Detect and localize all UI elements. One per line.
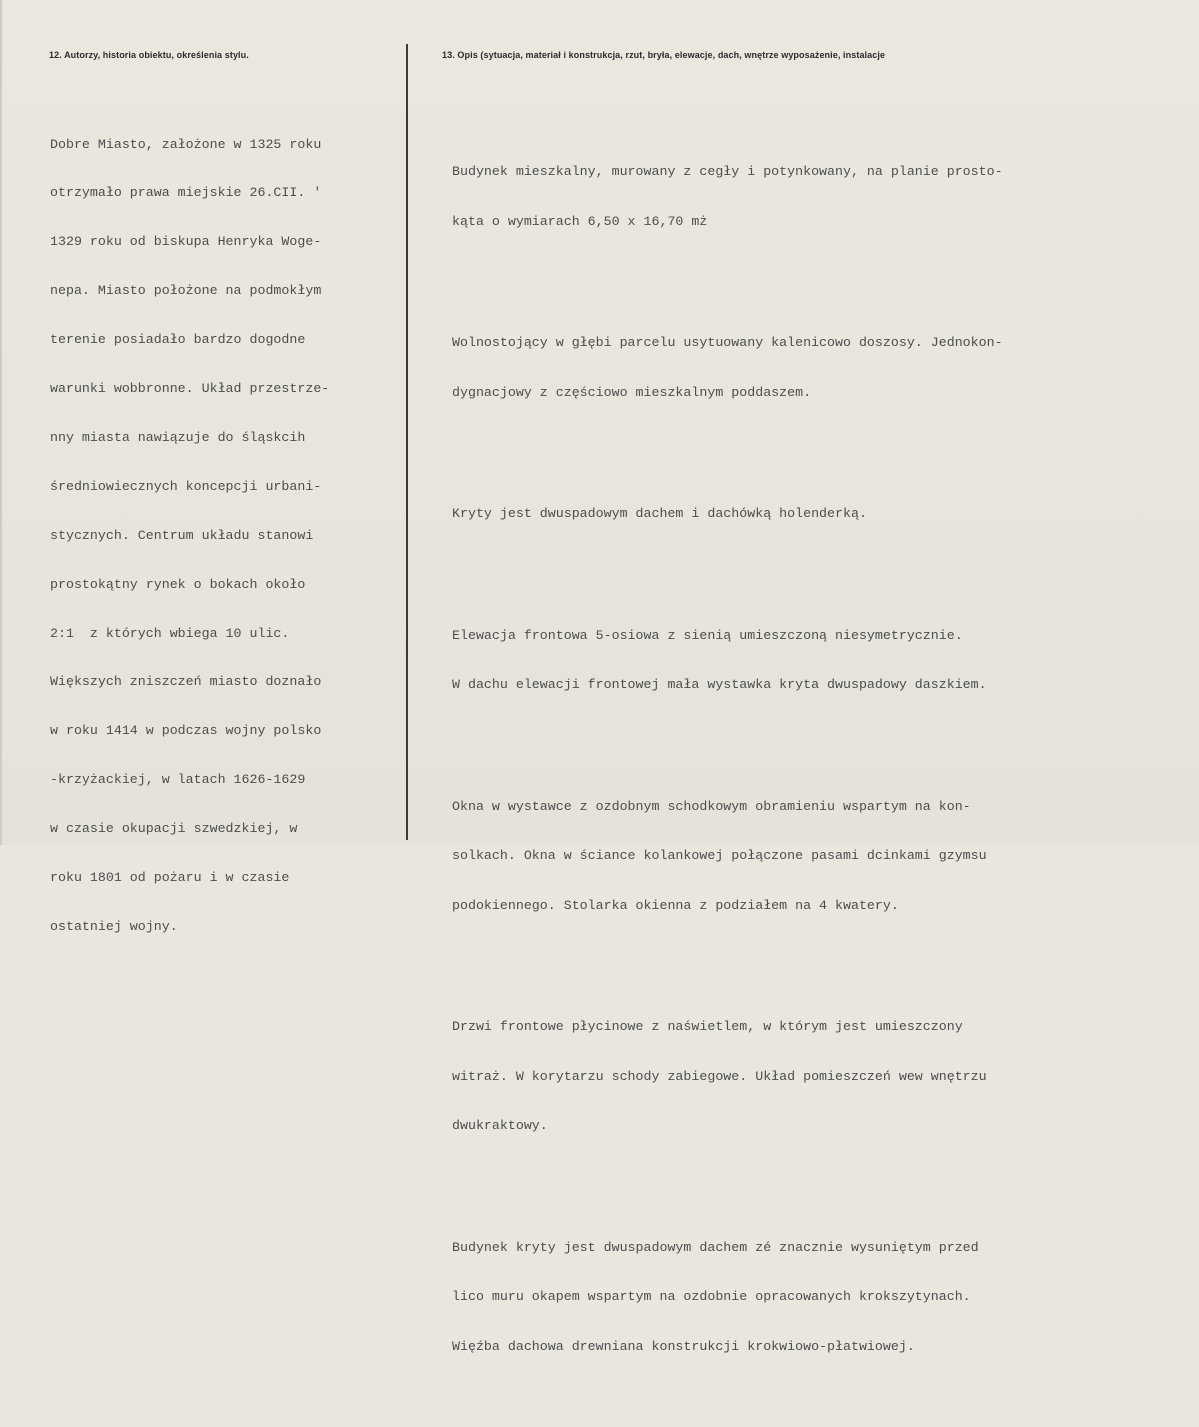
history-line: prostokątny rynek o bokach około (50, 576, 306, 592)
description-paragraph (452, 766, 1003, 948)
history-line: w roku 1414 w podczas wojny polsko (50, 723, 322, 739)
history-line: w czasie okupacji szwedzkiej, w (50, 821, 298, 837)
description-line: lico muru okapem wspartym na ozdobnie opracowanych krokszytynach. (452, 1289, 971, 1304)
description-text (452, 101, 1003, 1427)
description-line: kąta o wymiarach 6,50 x 16,70 mż (452, 213, 708, 229)
column-divider (406, 44, 408, 840)
description-line: W dachu elewacji frontowej mała wystawka kryta dwuspadowy daszkiem. (452, 677, 987, 692)
description-line: Kryty jest dwuspadowym dachem i dachówką holenderką. (452, 506, 867, 521)
history-line: 2:1 z których wbiega 10 ulic. (50, 625, 290, 641)
history-line: ostatniej wojny. (50, 918, 178, 934)
description-paragraph (452, 302, 1003, 434)
description-line: solkach. Okna w ściance kolankowej połączone pasami dcinkami gzymsu (452, 848, 987, 863)
history-line: średniowiecznych koncepcji urbani- (50, 478, 322, 494)
history-line: Dobre Miasto, założone w 1325 roku (50, 136, 322, 152)
description-paragraph (452, 1207, 1003, 1389)
history-line: -krzyżackiej, w latach 1626-1629 (50, 772, 306, 788)
description-line: witraż. W korytarzu schody zabiegowe. Układ pomieszczeń wew wnętrzu (452, 1068, 987, 1084)
description-line: Elewacja frontowa 5-osiowa z sienią umieszczoną niesymetrycznie. (452, 627, 963, 643)
history-line: otrzymało prawa miejskie 26.CII. ' (50, 185, 322, 201)
description-line: dwukraktowy. (452, 1118, 548, 1133)
section-13-header: 13. Opis (sytuacja, materiał i konstrukcja, rzut, bryła, elewacje, dach, wnętrze wyposażenie, instalacje (442, 50, 886, 60)
description-line: Drzwi frontowe płycinowe z naświetlem, w którym jest umieszczony (452, 1019, 963, 1034)
description-line: dygnacjowy z częściowo mieszkalnym poddaszem. (452, 384, 812, 400)
history-line: warunki wobbronne. Układ przestrze- (50, 381, 330, 397)
description-paragraph (452, 131, 1003, 263)
description-line: podokiennego. Stolarka okienna z podziałem na 4 kwatery. (452, 897, 899, 913)
history-line: stycznych. Centrum układu stanowi (50, 527, 314, 543)
history-line: 1329 roku od biskupa Henryka Woge- (50, 234, 322, 250)
description-line: Wolnostojący w głębi parcelu usytuowany kalenicowo doszosy. Jednokon- (452, 335, 1003, 350)
history-line: terenie posiadało bardzo dogodne (50, 332, 306, 348)
history-line: Większych zniszczeń miasto doznało (50, 674, 322, 690)
description-paragraph (452, 986, 1003, 1168)
description-paragraph (452, 595, 1003, 727)
description-paragraph (452, 473, 1003, 556)
description-line: Budynek mieszkalny, murowany z cegły i potynkowany, na planie prosto- (452, 164, 1003, 179)
history-line: nepa. Miasto położone na podmokłym (50, 283, 322, 299)
history-text (50, 104, 329, 968)
history-line: nny miasta nawiązuje do śląskcih (50, 429, 306, 445)
description-line: Okna w wystawce z ozdobnym schodkowym obramieniu wspartym na kon- (452, 798, 971, 814)
description-line: Więźba dachowa drewniana konstrukcji krokwiowo-płatwiowej. (452, 1338, 915, 1354)
history-line: roku 1801 od pożaru i w czasie (50, 869, 290, 885)
description-line: Budynek kryty jest dwuspadowym dachem zé znacznie wysuniętym przed (452, 1239, 979, 1255)
section-12-header: 12. Autorzy, historia obiektu, określenia stylu. (49, 50, 249, 60)
